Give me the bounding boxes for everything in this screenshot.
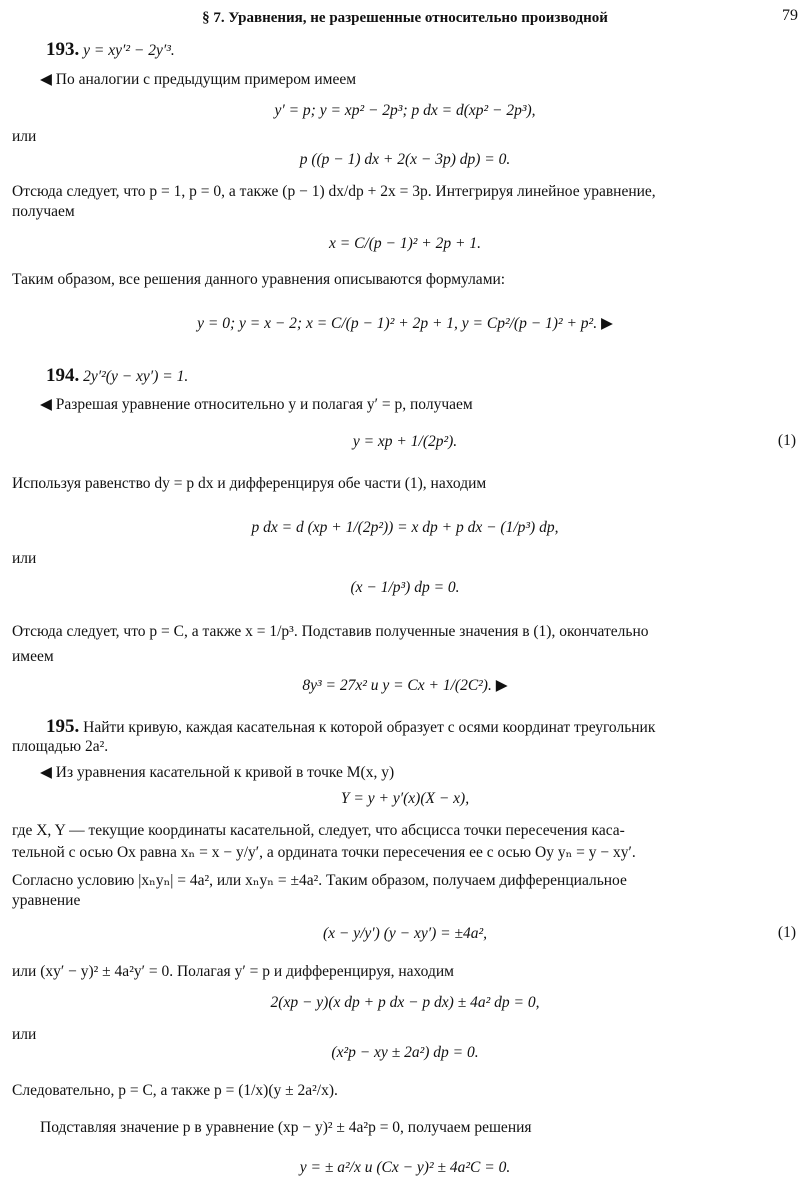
text-line: или	[12, 1026, 37, 1043]
text-line: ◀ Из уравнения касательной к кривой в точке M(x, y)	[40, 764, 395, 781]
text-line: ◀ По аналогии с предыдущим примером имеем	[40, 71, 357, 88]
equation: 2(xp − y)(x dp + p dx − p dx) ± 4a² dp = 0,	[270, 994, 540, 1011]
equation: Y = y + y′(x)(X − x),	[340, 790, 470, 807]
problem-statement: 2y′²(y − xy′) = 1.	[83, 368, 189, 385]
text-line: Отсюда следует, что p = C, а также x = 1/p³. Подставив полученные значения в (1), окончательно	[12, 623, 649, 640]
equation-number: (1)	[777, 924, 796, 941]
equation: p dx = d (xp + 1/(2p²)) = x dp + p dx − (1/p³) dp,	[251, 519, 559, 536]
problem-number: 193.	[46, 39, 80, 60]
text-line: имеем	[12, 648, 54, 665]
equation: y = ± a²/x и (Cx − y)² ± 4a²C = 0.	[299, 1159, 511, 1176]
equation: 8y³ = 27x² и y = Cx + 1/(2C²). ▶	[302, 677, 508, 694]
text-line: ◀ Разрешая уравнение относительно y и полагая y′ = p, получаем	[40, 396, 473, 413]
equation: y = 0; y = x − 2; x = C/(p − 1)² + 2p + 1, y = Cp²/(p − 1)² + p². ▶	[197, 315, 613, 332]
text-line: уравнение	[12, 892, 81, 909]
problem-195-heading	[46, 717, 655, 738]
equation: (x − 1/p³) dp = 0.	[350, 579, 460, 596]
text-line: или	[12, 550, 37, 567]
text-line: тельной с осью Ox равна xₙ = x − y/y′, а ордината точки пересечения ее с осью Oy yₙ = y − xy′.	[12, 844, 636, 861]
problem-193-heading	[46, 40, 175, 61]
problem-number: 195.	[46, 716, 80, 737]
text-line: где X, Y — текущие координаты касательной, следует, что абсцисса точки пересечения каса-	[12, 822, 625, 839]
text-line: Согласно условию |xₙyₙ| = 4a², или xₙyₙ = ±4a². Таким образом, получаем дифференциальное	[12, 872, 627, 889]
text-line: получаем	[12, 203, 75, 220]
equation: y′ = p; y = xp² − 2p³; p dx = d(xp² − 2p³),	[274, 102, 536, 119]
problem-statement: y = xy′² − 2y′³.	[83, 42, 175, 59]
problem-194-heading	[46, 366, 188, 387]
running-header: § 7. Уравнения, не разрешенные относительно производной	[202, 10, 608, 26]
text-line: Таким образом, все решения данного уравнения описываются формулами:	[12, 271, 506, 288]
text-line: или	[12, 128, 37, 145]
equation: x = C/(p − 1)² + 2p + 1.	[329, 235, 481, 252]
text-line: или (xy′ − y)² ± 4a²y′ = 0. Полагая y′ = p и дифференцируя, находим	[12, 963, 454, 980]
problem-statement: Найти кривую, каждая касательная к которой образует с осями координат треугольник	[83, 719, 656, 736]
text-line: площадью 2a².	[12, 738, 109, 755]
text-line: Используя равенство dy = p dx и дифференцируя обе части (1), находим	[12, 475, 487, 492]
page-number: 79	[782, 7, 798, 24]
equation-number: (1)	[777, 432, 796, 449]
equation: (x − y/y′) (y − xy′) = ±4a²,	[322, 925, 488, 942]
text-line: Подставляя значение p в уравнение (xp − y)² ± 4a²p = 0, получаем решения	[40, 1119, 532, 1136]
equation: (x²p − xy ± 2a²) dp = 0.	[331, 1044, 479, 1061]
problem-number: 194.	[46, 365, 80, 386]
text-line: Следовательно, p = C, а также p = (1/x)(y ± 2a²/x).	[12, 1082, 338, 1099]
text-line: Отсюда следует, что p = 1, p = 0, а также (p − 1) dx/dp + 2x = 3p. Интегрируя линейное уравнение,	[12, 183, 656, 200]
equation: p ((p − 1) dx + 2(x − 3p) dp) = 0.	[299, 151, 511, 168]
equation: y = xp + 1/(2p²).	[352, 433, 458, 450]
